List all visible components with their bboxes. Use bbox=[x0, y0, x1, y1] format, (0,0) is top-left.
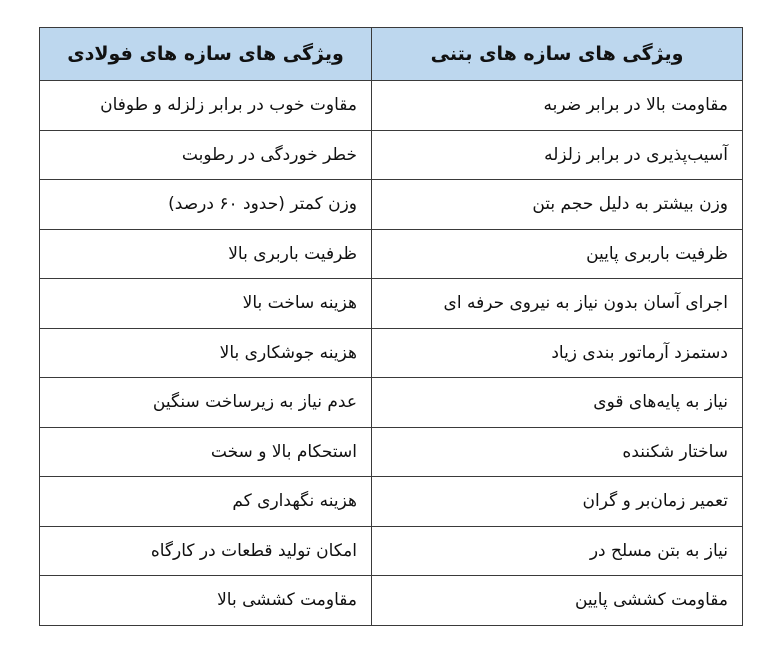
concrete-cell: نیاز به بتن مسلح در bbox=[372, 526, 743, 576]
comparison-table-container bbox=[39, 27, 742, 626]
steel-cell: ظرفیت باربری بالا bbox=[40, 229, 372, 279]
concrete-cell: آسیب‌پذیری در برابر زلزله bbox=[372, 130, 743, 180]
steel-cell: هزینه جوشکاری بالا bbox=[40, 328, 372, 378]
header-steel-features: ویژگی های سازه های فولادی bbox=[40, 28, 372, 81]
concrete-cell: ساختار شکننده bbox=[372, 427, 743, 477]
table-row bbox=[40, 378, 743, 428]
comparison-table bbox=[39, 27, 743, 626]
table-row bbox=[40, 229, 743, 279]
steel-cell: امکان تولید قطعات در کارگاه bbox=[40, 526, 372, 576]
table-row bbox=[40, 576, 743, 626]
concrete-cell: تعمیر زمان‌بر و گران bbox=[372, 477, 743, 527]
steel-cell: استحکام بالا و سخت bbox=[40, 427, 372, 477]
table-row bbox=[40, 81, 743, 131]
table-row bbox=[40, 180, 743, 230]
table-row bbox=[40, 328, 743, 378]
concrete-cell: اجرای آسان بدون نیاز به نیروی حرفه ای bbox=[372, 279, 743, 329]
concrete-cell: مقاومت بالا در برابر ضربه bbox=[372, 81, 743, 131]
concrete-cell: دستمزد آرماتور بندی زیاد bbox=[372, 328, 743, 378]
header-concrete-features: ویژگی های سازه های بتنی bbox=[372, 28, 743, 81]
concrete-cell: مقاومت کششی پایین bbox=[372, 576, 743, 626]
steel-cell: هزینه ساخت بالا bbox=[40, 279, 372, 329]
table-header-row bbox=[40, 28, 743, 81]
table-row bbox=[40, 279, 743, 329]
concrete-cell: ظرفیت باربری پایین bbox=[372, 229, 743, 279]
steel-cell: هزینه نگهداری کم bbox=[40, 477, 372, 527]
concrete-cell: وزن بیشتر به دلیل حجم بتن bbox=[372, 180, 743, 230]
steel-cell: خطر خوردگی در رطوبت bbox=[40, 130, 372, 180]
steel-cell: مقاومت کششی بالا bbox=[40, 576, 372, 626]
table-row bbox=[40, 526, 743, 576]
steel-cell: مقاوت خوب در برابر زلزله و طوفان bbox=[40, 81, 372, 131]
table-row bbox=[40, 130, 743, 180]
concrete-cell: نیاز به پایه‌های قوی bbox=[372, 378, 743, 428]
steel-cell: وزن کمتر (حدود ۶۰ درصد) bbox=[40, 180, 372, 230]
steel-cell: عدم نیاز به زیرساخت سنگین bbox=[40, 378, 372, 428]
table-row bbox=[40, 427, 743, 477]
table-row bbox=[40, 477, 743, 527]
